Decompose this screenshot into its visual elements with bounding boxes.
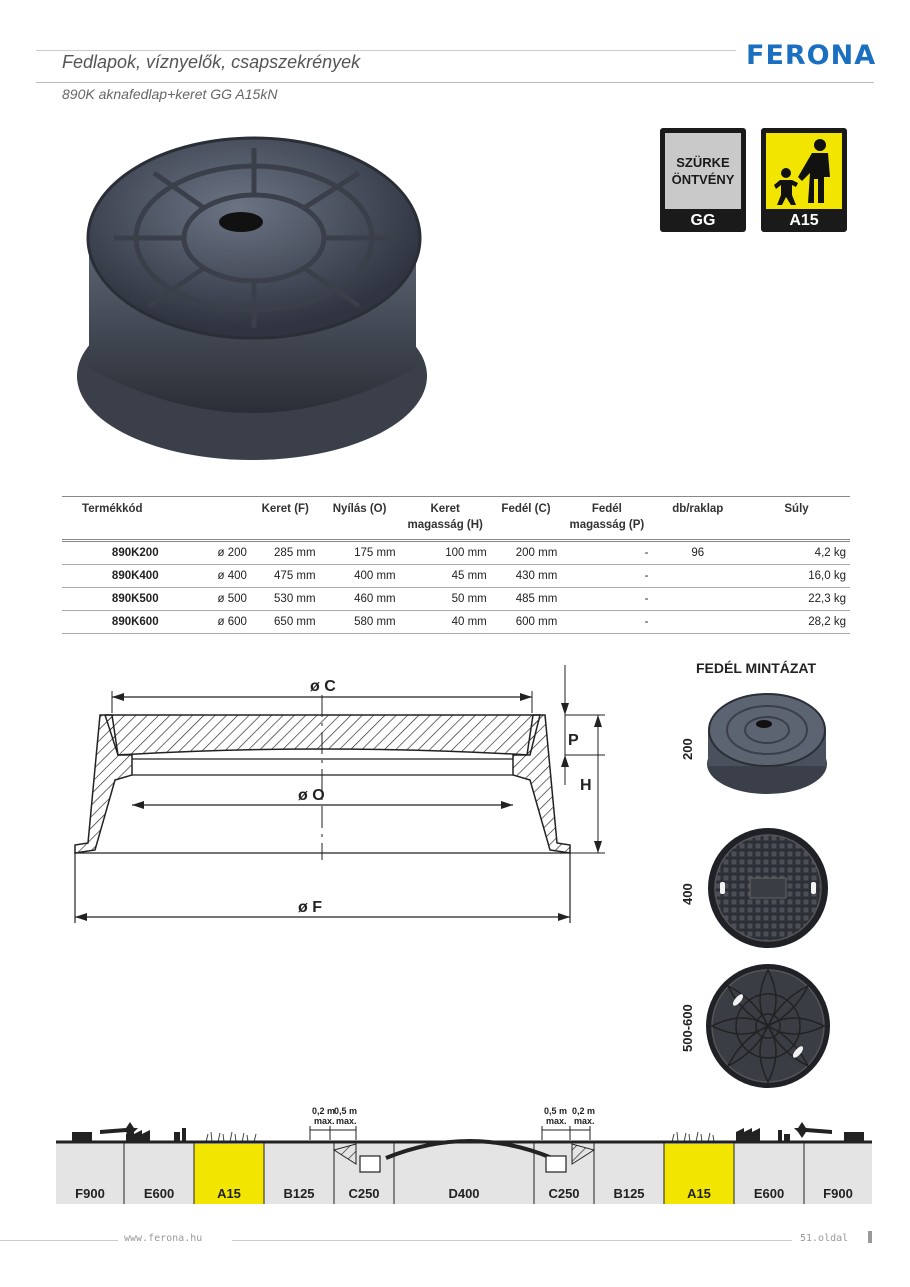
product-code: 890K200 [62, 541, 163, 565]
table-cell: 4,2 kg [743, 541, 850, 565]
table-cell: - [561, 611, 652, 634]
table-cell: 285 mm [251, 541, 320, 565]
product-code: 890K600 [62, 611, 163, 634]
max-dim-value: 0,2 m [572, 1106, 596, 1116]
max-dim-value: 0,5 m [334, 1106, 358, 1116]
table-cell: 40 mm [400, 611, 491, 634]
table-cell: 475 mm [251, 565, 320, 588]
page-marker [868, 1231, 872, 1243]
table-cell [652, 611, 743, 634]
max-dim-value: 0,5 m [544, 1106, 568, 1116]
product-subtitle: 890K aknafedlap+keret GG A15kN [62, 86, 278, 102]
load-class-label: F900 [823, 1186, 853, 1201]
col-header [163, 497, 251, 541]
load-class-label: A15 [217, 1186, 241, 1201]
load-class-strip [56, 1100, 872, 1212]
table-cell [652, 588, 743, 611]
table-cell: 460 mm [320, 588, 400, 611]
load-class-badge [761, 128, 847, 232]
table-cell: 530 mm [251, 588, 320, 611]
table-cell [652, 565, 743, 588]
table-cell: 400 mm [320, 565, 400, 588]
pedestrian-icon [766, 133, 842, 209]
max-dim-word: max. [336, 1116, 357, 1126]
factory-icon-right [736, 1128, 790, 1142]
grey-cast-iron-badge [660, 128, 746, 232]
pattern-label-500-600: 500-600 [680, 1004, 695, 1052]
header-divider [36, 50, 736, 51]
product-code: 890K500 [62, 588, 163, 611]
pattern-label-200: 200 [680, 738, 695, 760]
table-cell: - [561, 541, 652, 565]
table-cell: 50 mm [400, 588, 491, 611]
dim-label-h: H [580, 777, 592, 794]
table-cell: 580 mm [320, 611, 400, 634]
footer-divider [232, 1240, 792, 1241]
table-cell: 45 mm [400, 565, 491, 588]
page-number: 51.oldal [800, 1233, 849, 1244]
badge-text-line2: ÖNTVÉNY [671, 172, 735, 187]
load-class-label: A15 [687, 1186, 711, 1201]
product-code: 890K400 [62, 565, 163, 588]
table-row [62, 541, 850, 565]
website-link[interactable]: www.ferona.hu [124, 1233, 203, 1244]
ferona-logo: FERONA [746, 40, 877, 71]
max-dim-word: max. [574, 1116, 595, 1126]
cross-section-diagram [60, 655, 620, 935]
col-header: Fedél (C) [491, 497, 562, 541]
load-class-label: E600 [143, 1186, 175, 1201]
table-cell: 485 mm [491, 588, 562, 611]
table-cell: ø 200 [163, 541, 251, 565]
table-row [62, 588, 850, 611]
airplane-icon-right [794, 1122, 832, 1138]
pattern-section-title: FEDÉL MINTÁZAT [696, 660, 817, 676]
max-dim-word: max. [546, 1116, 567, 1126]
load-class-label: C250 [348, 1186, 380, 1201]
table-cell: ø 500 [163, 588, 251, 611]
col-header: Termékkód [62, 497, 163, 541]
section-title: Fedlapok, víznyelők, csapszekrények [62, 52, 361, 72]
table-cell: 200 mm [491, 541, 562, 565]
table-cell: 16,0 kg [743, 565, 850, 588]
dim-label-c: ø C [310, 678, 336, 695]
table-cell: 100 mm [400, 541, 491, 565]
spec-table [62, 496, 850, 634]
table-cell: 430 mm [491, 565, 562, 588]
load-class-label: D400 [448, 1186, 480, 1201]
table-cell: 22,3 kg [743, 588, 850, 611]
cover-pattern-500-600-image [704, 962, 832, 1090]
footer-divider [0, 1240, 118, 1241]
col-header: Keret magasság (H) [400, 497, 491, 541]
table-cell: - [561, 565, 652, 588]
table-cell: ø 600 [163, 611, 251, 634]
product-photo [74, 128, 434, 468]
max-dim-value: 0,2 m [312, 1106, 336, 1116]
table-row [62, 565, 850, 588]
load-class-label: B125 [283, 1186, 315, 1201]
load-class-label: E600 [753, 1186, 785, 1201]
col-header: Nyílás (O) [320, 497, 400, 541]
badge-text-line1: SZÜRKE [676, 155, 730, 170]
table-cell: 600 mm [491, 611, 562, 634]
cover-pattern-200-image [704, 688, 830, 800]
badge-material-code: GG [690, 212, 716, 229]
max-dim-word: max. [314, 1116, 335, 1126]
table-cell: 96 [652, 541, 743, 565]
col-header: Súly [743, 497, 850, 541]
load-class-label: F900 [75, 1186, 105, 1201]
table-cell: 650 mm [251, 611, 320, 634]
table-row [62, 611, 850, 634]
dim-label-o: ø O [298, 787, 325, 804]
badge-load-code: A15 [789, 212, 819, 229]
header-divider [36, 82, 874, 83]
table-header-row [62, 497, 850, 541]
table-cell: 28,2 kg [743, 611, 850, 634]
table-cell: 175 mm [320, 541, 400, 565]
load-class-label: C250 [548, 1186, 580, 1201]
dim-label-p: P [568, 732, 579, 749]
table-cell: - [561, 588, 652, 611]
dim-label-f: ø F [298, 899, 322, 916]
col-header: db/raklap [652, 497, 743, 541]
col-header: Keret (F) [251, 497, 320, 541]
pattern-label-400: 400 [680, 883, 695, 905]
load-class-label: B125 [613, 1186, 645, 1201]
col-header: Fedél magasság (P) [561, 497, 652, 541]
table-cell: ø 400 [163, 565, 251, 588]
cover-pattern-400-image [706, 826, 830, 950]
